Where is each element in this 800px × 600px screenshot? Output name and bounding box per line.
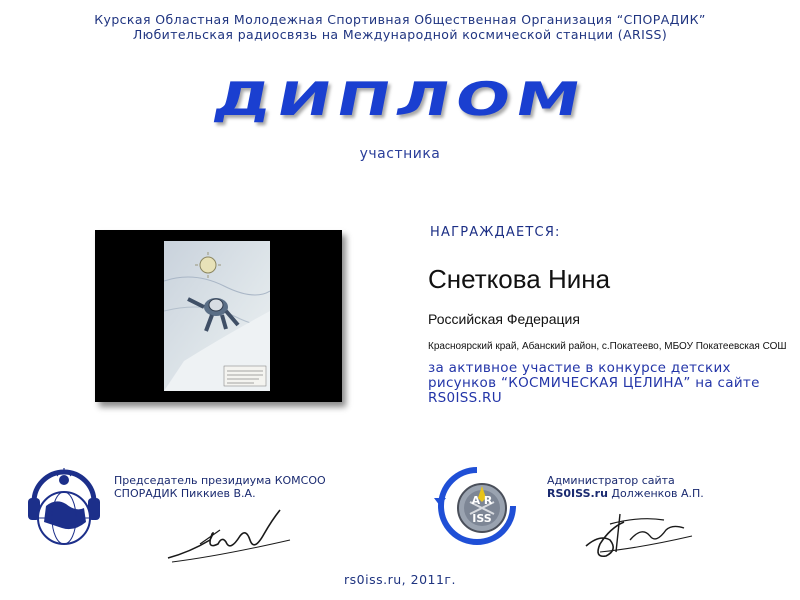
right-signatory-line1: Администратор сайта — [547, 474, 675, 487]
header-org-line: Курская Областная Молодежная Спортивная Общественная Организация “СПОРАДИК” — [94, 12, 706, 27]
ariss-logo — [432, 462, 522, 550]
recipient-name: Снеткова Нина — [428, 264, 611, 294]
diploma-title: ДИПЛОМ — [209, 73, 591, 127]
right-signatory-line2 — [547, 487, 704, 500]
left-signatory-line1: Председатель президиума КОМСОО — [114, 474, 326, 487]
header-project-line: Любительская радиосвязь на Международной космической станции (ARISS) — [132, 27, 668, 42]
child-drawing-image — [164, 241, 270, 391]
ariss-logo-text-bottom: ISS — [472, 512, 492, 525]
recipient-country: Российская Федерация — [428, 311, 580, 327]
right-signatory-title — [547, 474, 704, 500]
awarded-label: НАГРАЖДАЕТСЯ: — [430, 225, 561, 240]
left-signature — [160, 500, 300, 570]
right-signature — [580, 500, 700, 566]
site-name: RS0ISS.ru — [547, 487, 608, 500]
diploma-subtitle: участника — [359, 146, 441, 162]
award-reason: за активное участие в конкурсе детских рисунков “КОСМИЧЕСКАЯ ЦЕЛИНА” на сайте RS0ISS.RU — [428, 360, 760, 406]
sporadic-globe-logo — [26, 462, 102, 552]
left-signatory-line2: СПОРАДИК Пиккиев В.А. — [114, 487, 256, 500]
right-signatory-name: Долженков А.П. — [607, 487, 704, 500]
ariss-logo-text-top: A R — [471, 494, 493, 507]
left-signatory-title — [114, 474, 326, 500]
footer-site-year: rs0iss.ru, 2011г. — [344, 572, 456, 587]
recipient-address: Красноярский край, Абанский район, с.Покатеево, МБОУ Покатеевская СОШ — [428, 341, 787, 352]
drawing-photo — [95, 230, 342, 402]
